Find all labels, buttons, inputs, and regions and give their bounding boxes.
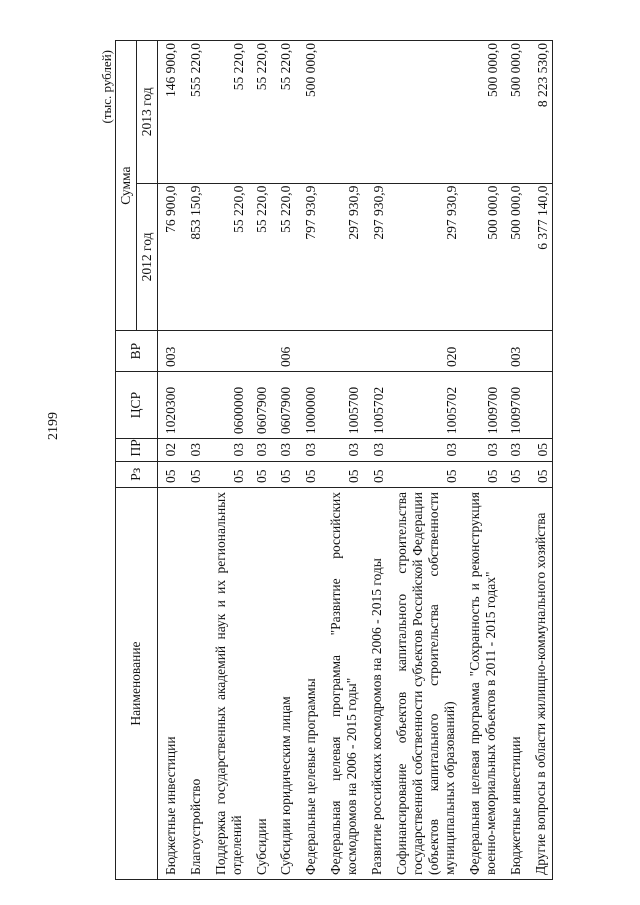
row-vr <box>462 331 503 372</box>
row-vr <box>183 331 208 372</box>
row-pr: 05 <box>528 439 553 461</box>
row-rz: 05 <box>389 461 462 487</box>
row-pr: 03 <box>503 439 528 461</box>
table-row <box>364 41 389 880</box>
row-sum-2012: 297 930,9 <box>389 183 462 331</box>
row-sum-2013: 146 900,0 <box>157 41 182 184</box>
row-sum-2012: 853 150,9 <box>183 183 208 331</box>
row-vr: 006 <box>273 331 298 372</box>
header-year-2013: 2013 год <box>136 41 157 184</box>
row-vr <box>528 331 553 372</box>
table-row <box>183 41 208 880</box>
row-rz: 05 <box>273 461 298 487</box>
row-csr: 0607900 <box>273 371 298 438</box>
row-csr: 1005702 <box>364 371 389 438</box>
row-csr: 0607900 <box>249 371 274 438</box>
row-name: Поддержка государственных академий наук и их региональных отделений <box>208 488 249 880</box>
row-pr: 03 <box>273 439 298 461</box>
table-row <box>298 41 323 880</box>
row-vr <box>323 331 364 372</box>
row-pr: 03 <box>323 439 364 461</box>
table-row <box>157 41 182 880</box>
table-row <box>503 41 528 880</box>
row-name: Развитие российских космодромов на 2006 - 2015 годы <box>364 488 389 880</box>
budget-table <box>115 40 553 880</box>
header-sum: Сумма <box>116 41 137 331</box>
row-pr: 03 <box>364 439 389 461</box>
row-sum-2013: 55 220,0 <box>208 41 249 184</box>
row-name: Субсидии юридическим лицам <box>273 488 298 880</box>
row-sum-2012: 797 930,9 <box>298 183 323 331</box>
row-vr: 020 <box>389 331 462 372</box>
row-vr <box>364 331 389 372</box>
row-name: Федеральные целевые программы <box>298 488 323 880</box>
row-sum-2013: 500 000,0 <box>298 41 323 184</box>
table-row <box>208 41 249 880</box>
header-vr: ВР <box>116 331 158 372</box>
header-csr: ЦСР <box>116 371 158 438</box>
row-name: Федеральная целевая программа "Развитие российских космодромов на 2006 - 2015 годы" <box>323 488 364 880</box>
row-csr: 1005702 <box>389 371 462 438</box>
row-sum-2013 <box>364 41 389 184</box>
header-pr: ПР <box>116 439 158 461</box>
row-name: Софинансирование объектов капитального строительства государственной собственности субъектов Российской Федерации (объектов капитального строительства собственности муниципальных образований) <box>389 488 462 880</box>
row-rz: 05 <box>323 461 364 487</box>
table-row <box>249 41 274 880</box>
row-sum-2012: 500 000,0 <box>503 183 528 331</box>
table-row <box>462 41 503 880</box>
row-pr: 03 <box>183 439 208 461</box>
row-rz: 05 <box>503 461 528 487</box>
row-pr: 03 <box>462 439 503 461</box>
row-sum-2013: 55 220,0 <box>249 41 274 184</box>
table-row <box>389 41 462 880</box>
unit-note: (тыс. рублей) <box>99 50 114 124</box>
row-sum-2012: 55 220,0 <box>273 183 298 331</box>
row-sum-2012: 297 930,9 <box>364 183 389 331</box>
row-sum-2013: 500 000,0 <box>462 41 503 184</box>
row-name: Бюджетные инвестиции <box>157 488 182 880</box>
row-csr: 0600000 <box>208 371 249 438</box>
row-rz: 05 <box>298 461 323 487</box>
row-csr: 1009700 <box>503 371 528 438</box>
header-rz: Рз <box>116 461 158 487</box>
row-csr <box>183 371 208 438</box>
row-rz: 05 <box>249 461 274 487</box>
table-row <box>273 41 298 880</box>
row-rz: 05 <box>157 461 182 487</box>
row-sum-2012: 55 220,0 <box>249 183 274 331</box>
row-sum-2013: 55 220,0 <box>273 41 298 184</box>
row-name: Федеральная целевая программа "Сохранность и реконструкция военно-мемориальных объектов в 2011 - 2015 годах" <box>462 488 503 880</box>
row-csr: 1000000 <box>298 371 323 438</box>
row-vr <box>298 331 323 372</box>
row-sum-2012: 76 900,0 <box>157 183 182 331</box>
row-pr: 03 <box>208 439 249 461</box>
header-year-2012: 2012 год <box>136 183 157 331</box>
row-sum-2013 <box>323 41 364 184</box>
row-vr: 003 <box>503 331 528 372</box>
row-sum-2013: 500 000,0 <box>503 41 528 184</box>
row-csr: 1020300 <box>157 371 182 438</box>
row-vr <box>208 331 249 372</box>
row-sum-2013: 555 220,0 <box>183 41 208 184</box>
row-pr: 03 <box>389 439 462 461</box>
row-sum-2012: 297 930,9 <box>323 183 364 331</box>
row-rz: 05 <box>183 461 208 487</box>
budget-table-block <box>99 40 565 880</box>
row-sum-2013: 8 223 530,0 <box>528 41 553 184</box>
row-rz: 05 <box>528 461 553 487</box>
row-rz: 05 <box>364 461 389 487</box>
row-vr <box>249 331 274 372</box>
row-sum-2013 <box>389 41 462 184</box>
row-sum-2012: 55 220,0 <box>208 183 249 331</box>
row-sum-2012: 6 377 140,0 <box>528 183 553 331</box>
row-pr: 03 <box>298 439 323 461</box>
row-name: Субсидии <box>249 488 274 880</box>
row-csr: 1005700 <box>323 371 364 438</box>
row-name: Бюджетные инвестиции <box>503 488 528 880</box>
header-name: Наименование <box>116 488 158 880</box>
row-name: Благоустройство <box>183 488 208 880</box>
table-row <box>323 41 364 880</box>
table-row <box>528 41 553 880</box>
page-number: 2199 <box>46 412 61 440</box>
row-sum-2012: 500 000,0 <box>462 183 503 331</box>
row-name: Другие вопросы в области жилищно-коммунального хозяйства <box>528 488 553 880</box>
row-csr: 1009700 <box>462 371 503 438</box>
row-rz: 05 <box>462 461 503 487</box>
row-vr: 003 <box>157 331 182 372</box>
row-pr: 02 <box>157 439 182 461</box>
row-pr: 03 <box>249 439 274 461</box>
row-csr <box>528 371 553 438</box>
row-rz: 05 <box>208 461 249 487</box>
